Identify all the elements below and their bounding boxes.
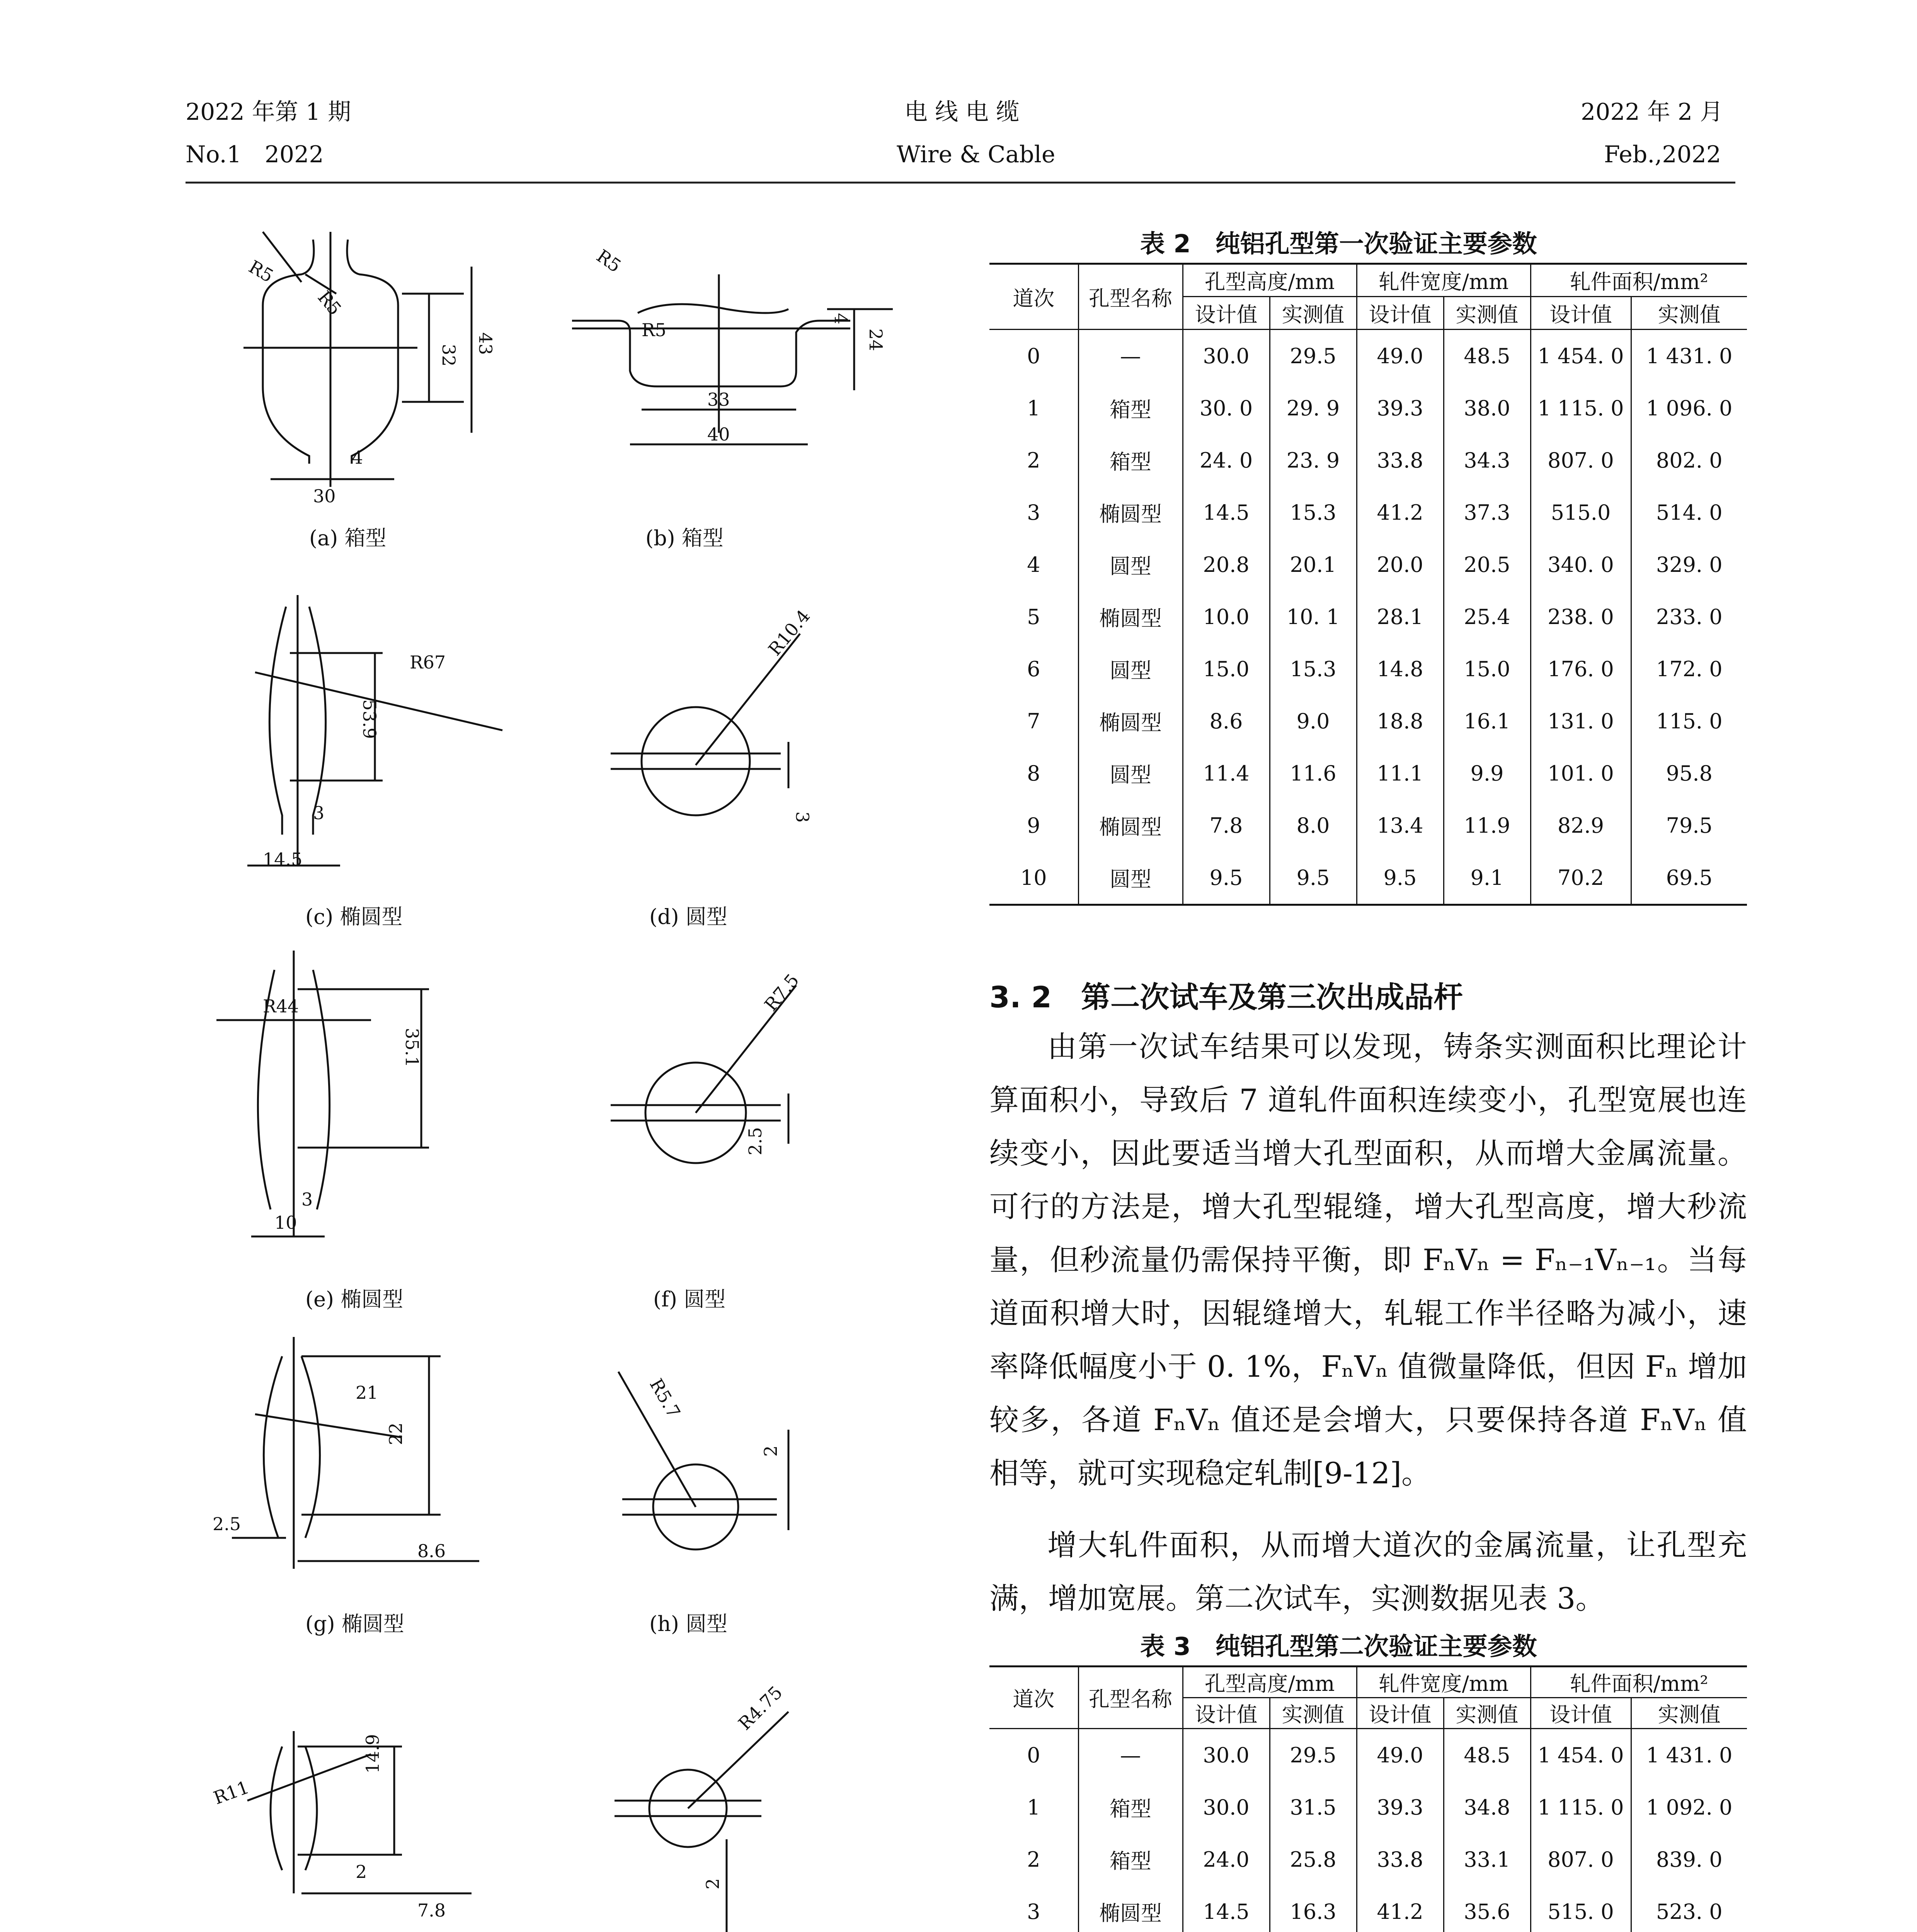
table-cell: 329. 0 [1656, 553, 1723, 577]
table-cell: 13.4 [1357, 799, 1444, 852]
figure-5 [186, 216, 931, 1932]
table-cell: 1 431. 0 [1646, 1743, 1733, 1767]
table-cell: 101. 0 [1531, 747, 1631, 799]
table-cell: 15.3 [1270, 643, 1357, 695]
table-cell: 9.5 [1357, 852, 1444, 905]
dim-g-3: 8.6 [417, 1541, 446, 1561]
dim-a-2: 32 [438, 344, 459, 367]
dim-g-0: 21 [356, 1382, 378, 1403]
table-cell: 1 [989, 1781, 1078, 1833]
table-cell: 30.0 [1183, 1729, 1270, 1782]
table-cell: 79.5 [1666, 813, 1713, 838]
table2-title: 表 2 纯铝孔型第一次验证主要参数 [1140, 230, 1537, 259]
table-cell: 圆型 [1078, 747, 1183, 799]
dim-g-1: 22 [385, 1422, 406, 1445]
diagram-h-round-pass [618, 1372, 788, 1549]
table-cell: 9 [989, 799, 1078, 852]
table-cell: 1 096. 0 [1646, 396, 1733, 420]
dim-b-1: R5 [642, 320, 666, 340]
panel-label-a: (a) 箱型 [309, 526, 386, 550]
table-3 [989, 1665, 1747, 1932]
table-cell: 15.0 [1444, 643, 1531, 695]
table-row [989, 486, 1747, 539]
table-cell: 8.0 [1270, 799, 1357, 852]
table-cell: 1 431. 0 [1646, 344, 1733, 368]
col-area: 轧件面积/mm² [1531, 1667, 1747, 1698]
sub-design: 设计值 [1531, 297, 1631, 330]
table-cell: 2 [989, 1833, 1078, 1886]
sub-measured: 实测值 [1444, 1698, 1531, 1729]
table-cell: 圆型 [1078, 643, 1183, 695]
dim-h-1: 2 [760, 1445, 781, 1457]
col-pass: 道次 [989, 1667, 1078, 1729]
table-cell: 514. 0 [1656, 500, 1723, 525]
panel-label-h: (h) 圆型 [649, 1612, 728, 1636]
header-rule [186, 182, 1735, 184]
table-cell: 33.8 [1357, 434, 1444, 486]
table-cell: 14.8 [1357, 643, 1444, 695]
diagram-i-oval-pass [211, 1731, 472, 1921]
col-height: 孔型高度/mm [1183, 1667, 1357, 1698]
sub-design: 设计值 [1531, 1698, 1631, 1729]
col-area: 轧件面积/mm² [1531, 264, 1747, 297]
dim-b-5: 40 [707, 424, 730, 445]
table-cell: 16.3 [1270, 1886, 1357, 1932]
dim-e-1: 35.1 [402, 1028, 422, 1068]
panel-label-b: (b) 箱型 [645, 526, 724, 550]
table-row [989, 382, 1747, 434]
table-cell: 10. 1 [1270, 591, 1357, 643]
table-cell: 69.5 [1666, 866, 1713, 890]
table-cell: 5 [989, 591, 1078, 643]
table-cell: 3 [989, 486, 1078, 539]
table-cell: 34.8 [1444, 1781, 1531, 1833]
table-row [989, 747, 1747, 799]
table-cell: 箱型 [1078, 1833, 1183, 1886]
header-left-line1: 2022 年第 1 期 [186, 99, 351, 126]
dim-a-3: 43 [475, 332, 496, 355]
header-right-line1: 2022 年 2 月 [1581, 99, 1723, 126]
table-cell: 24. 0 [1183, 434, 1270, 486]
table-row [989, 799, 1747, 852]
table-cell: 28.1 [1357, 591, 1444, 643]
dim-i-2: 2 [356, 1861, 367, 1882]
table-cell: 30.0 [1183, 1781, 1270, 1833]
diagram-a-box-pass [243, 232, 496, 507]
table-cell: 48.5 [1444, 330, 1531, 383]
col-width: 轧件宽度/mm [1357, 264, 1531, 297]
table-row [989, 852, 1747, 905]
table-cell: 48.5 [1444, 1729, 1531, 1782]
table-cell: 233. 0 [1656, 605, 1723, 629]
panel-label-g: (g) 椭圆型 [305, 1612, 404, 1636]
col-height: 孔型高度/mm [1183, 264, 1357, 297]
header-center-line1: 电 线 电 缆 [904, 99, 1020, 126]
table-cell: 30. 0 [1183, 382, 1270, 434]
dim-e-2: 3 [301, 1189, 313, 1210]
diagram-f-round-pass [611, 970, 803, 1163]
table-row [989, 591, 1747, 643]
table-row [989, 1729, 1747, 1782]
table-cell: 20.0 [1357, 539, 1444, 591]
table-cell: 25.8 [1270, 1833, 1357, 1886]
sub-design: 设计值 [1183, 1698, 1270, 1729]
table-cell: 41.2 [1357, 486, 1444, 539]
table-cell: 10.0 [1183, 591, 1270, 643]
table-cell: 33.8 [1357, 1833, 1444, 1886]
dim-c-2: 3 [313, 803, 325, 823]
table-cell: 523. 0 [1656, 1900, 1723, 1924]
panel-label-d: (d) 圆型 [649, 905, 727, 929]
table-cell: 6 [989, 643, 1078, 695]
table-2 [989, 263, 1747, 906]
table-cell: 20.1 [1270, 539, 1357, 591]
table-cell: — [1078, 330, 1183, 383]
col-pass-name: 孔型名称 [1078, 1667, 1183, 1729]
table-row [989, 1781, 1747, 1833]
dim-i-0: R11 [211, 1776, 252, 1809]
table-cell: 1 454. 0 [1531, 330, 1631, 383]
dim-d-0: R10.4 [764, 605, 814, 660]
table-cell: 18.8 [1357, 695, 1444, 747]
table-cell: 箱型 [1078, 1781, 1183, 1833]
table-cell: 37.3 [1444, 486, 1531, 539]
panel-label-f: (f) 圆型 [653, 1287, 726, 1311]
dim-b-2: 4 [831, 313, 851, 325]
table-cell: 15.0 [1183, 643, 1270, 695]
table-cell: 20.5 [1444, 539, 1531, 591]
table-cell: 3 [989, 1886, 1078, 1932]
table-cell: 515.0 [1531, 486, 1631, 539]
table-cell: 20.8 [1183, 539, 1270, 591]
table-cell: 115. 0 [1656, 709, 1723, 733]
table-row [989, 1886, 1747, 1932]
col-pass-name: 孔型名称 [1078, 264, 1183, 330]
dim-i-1: 14.9 [362, 1734, 383, 1774]
table-cell: 8.6 [1183, 695, 1270, 747]
table-cell: 802. 0 [1656, 448, 1723, 473]
table-cell: 11.6 [1270, 747, 1357, 799]
table-cell: 839. 0 [1656, 1847, 1723, 1872]
diagram-b-box-pass [572, 245, 893, 445]
table-cell: 39.3 [1357, 1781, 1444, 1833]
table-cell: 38.0 [1444, 382, 1531, 434]
table-cell: 131. 0 [1531, 695, 1631, 747]
dim-g-2: 2.5 [213, 1514, 241, 1534]
dim-h-0: R5.7 [645, 1375, 685, 1422]
table-cell: 椭圆型 [1078, 591, 1183, 643]
header-right-line2: Feb.,2022 [1604, 141, 1721, 168]
table-cell: 25.4 [1444, 591, 1531, 643]
table-cell: 16.1 [1444, 695, 1531, 747]
table-cell: 176. 0 [1531, 643, 1631, 695]
table-cell: 807. 0 [1531, 434, 1631, 486]
table-cell: 35.6 [1444, 1886, 1531, 1932]
dim-i-3: 7.8 [417, 1900, 446, 1921]
col-pass: 道次 [989, 264, 1078, 330]
table-cell: 34.3 [1444, 434, 1531, 486]
table-cell: 4 [989, 539, 1078, 591]
table-row [989, 330, 1747, 383]
dim-d-1: 3 [792, 811, 813, 823]
table-cell: 14.5 [1183, 1886, 1270, 1932]
table-cell: 椭圆型 [1078, 486, 1183, 539]
dim-j-1: 2 [702, 1878, 723, 1889]
dim-f-0: R7.5 [760, 969, 803, 1015]
table-cell: 30.0 [1183, 330, 1270, 383]
dim-e-3: 10 [274, 1212, 297, 1233]
table-cell: 9.5 [1183, 852, 1270, 905]
dim-a-5: 4 [352, 447, 363, 468]
sub-design: 设计值 [1357, 1698, 1444, 1729]
table-cell: 49.0 [1357, 1729, 1444, 1782]
table-cell: 172. 0 [1656, 657, 1723, 681]
table-cell: 1 092. 0 [1646, 1795, 1733, 1820]
dim-c-3: 14.5 [263, 849, 303, 870]
table-cell: 圆型 [1078, 852, 1183, 905]
diagram-j-round-pass [615, 1682, 788, 1932]
table-cell: 箱型 [1078, 382, 1183, 434]
panel-label-c: (c) 椭圆型 [305, 905, 403, 929]
dim-c-0: R67 [410, 652, 446, 673]
diagram-d-round-pass [611, 605, 814, 823]
table-cell: — [1078, 1729, 1183, 1782]
diagram-e-oval-pass [216, 951, 429, 1236]
table-cell: 49.0 [1357, 330, 1444, 383]
table-cell: 11.1 [1357, 747, 1444, 799]
table-cell: 15.3 [1270, 486, 1357, 539]
table-cell: 8 [989, 747, 1078, 799]
table3-title: 表 3 纯铝孔型第二次验证主要参数 [1140, 1633, 1537, 1661]
section-paragraph-1: 由第一次试车结果可以发现，铸条实测面积比理论计算面积小，导致后 7 道轧件面积连续变小，孔型宽展也连续变小，因此要适当增大孔型面积，从而增大金属流量。可行的方法是，增大孔型辊缝，增大孔型高度，增大秒流量，但秒流量仍需保持平衡，即 FₙVₙ = Fₙ₋₁Vₙ₋₁。当每道面积增大时，因辊缝增大，轧辊工作半径略为减小，速率降低幅度小于 0. 1%，FₙVₙ 值微量降低，但因 Fₙ 增加较多，各道 FₙVₙ 值还是会增大，只要保持各道 FₙVₙ 值相等，就可实现稳定轧制[9-12]。 [989, 1029, 1747, 1490]
dim-e-0: R44 [263, 996, 299, 1017]
table-cell: 7.8 [1183, 799, 1270, 852]
table-cell: 1 454. 0 [1531, 1729, 1631, 1782]
dim-b-0: R5 [592, 245, 625, 277]
header-left-line2: No.1 2022 [186, 141, 324, 168]
sub-measured: 实测值 [1270, 1698, 1357, 1729]
sub-measured: 实测值 [1270, 297, 1357, 330]
table-cell: 椭圆型 [1078, 1886, 1183, 1932]
table-cell: 14.5 [1183, 486, 1270, 539]
sub-measured: 实测值 [1631, 297, 1747, 330]
table-cell: 9.1 [1444, 852, 1531, 905]
table-cell: 340. 0 [1531, 539, 1631, 591]
table-cell: 圆型 [1078, 539, 1183, 591]
dim-a-4: 30 [313, 486, 336, 507]
col-width: 轧件宽度/mm [1357, 1667, 1531, 1698]
section-heading-3-2: 3. 2 第二次试车及第三次出成品杆 [989, 980, 1463, 1014]
table-cell: 807. 0 [1531, 1833, 1631, 1886]
sub-design: 设计值 [1357, 297, 1444, 330]
table-cell: 椭圆型 [1078, 695, 1183, 747]
table-cell: 238. 0 [1531, 591, 1631, 643]
table-cell: 82.9 [1531, 799, 1631, 852]
table-cell: 11.9 [1444, 799, 1531, 852]
table-cell: 1 [989, 382, 1078, 434]
table-row [989, 695, 1747, 747]
table-cell: 0 [989, 330, 1078, 383]
table-cell: 23. 9 [1270, 434, 1357, 486]
table-cell: 11.4 [1183, 747, 1270, 799]
table-row [989, 539, 1747, 591]
table-cell: 33.1 [1444, 1833, 1531, 1886]
section-paragraph-2: 增大轧件面积，从而增大道次的金属流量，让孔型充满，增加宽展。第二次试车，实测数据见表 3。 [989, 1528, 1747, 1616]
table-row [989, 643, 1747, 695]
table-cell: 1 115. 0 [1531, 382, 1631, 434]
table-cell: 95.8 [1666, 761, 1713, 786]
dim-j-0: R4.75 [734, 1682, 787, 1734]
table-cell: 9.5 [1270, 852, 1357, 905]
table-cell: 7 [989, 695, 1078, 747]
diagram-c-oval-pass [247, 595, 502, 870]
table-cell: 9.9 [1444, 747, 1531, 799]
table-row [989, 434, 1747, 486]
dim-c-1: 53.9 [359, 699, 380, 739]
figure-drawing [186, 216, 931, 1932]
header-center-line2: Wire & Cable [897, 141, 1056, 168]
dim-a-1: R5 [313, 287, 346, 320]
dim-b-4: 33 [707, 389, 730, 410]
table-cell: 0 [989, 1729, 1078, 1782]
sub-measured: 实测值 [1631, 1698, 1747, 1729]
table-cell: 椭圆型 [1078, 799, 1183, 852]
table-cell: 2 [989, 434, 1078, 486]
sub-design: 设计值 [1183, 297, 1270, 330]
sub-measured: 实测值 [1444, 297, 1531, 330]
dim-f-1: 2.5 [745, 1127, 766, 1155]
table-cell: 41.2 [1357, 1886, 1444, 1932]
table-row [989, 1833, 1747, 1886]
table-cell: 1 115. 0 [1531, 1781, 1631, 1833]
table-cell: 70.2 [1531, 852, 1631, 905]
table-cell: 29.5 [1270, 1729, 1357, 1782]
table-cell: 24.0 [1183, 1833, 1270, 1886]
table-cell: 9.0 [1270, 695, 1357, 747]
diagram-g-oval-pass [213, 1337, 479, 1569]
table-cell: 10 [989, 852, 1078, 905]
panel-label-e: (e) 椭圆型 [305, 1287, 403, 1311]
table-cell: 39.3 [1357, 382, 1444, 434]
table-cell: 箱型 [1078, 434, 1183, 486]
dim-a-0: R5 [245, 256, 277, 287]
table-cell: 29.5 [1270, 330, 1357, 383]
dim-b-3: 24 [865, 328, 886, 351]
table-cell: 31.5 [1270, 1781, 1357, 1833]
table-cell: 515. 0 [1531, 1886, 1631, 1932]
table-cell: 29. 9 [1270, 382, 1357, 434]
